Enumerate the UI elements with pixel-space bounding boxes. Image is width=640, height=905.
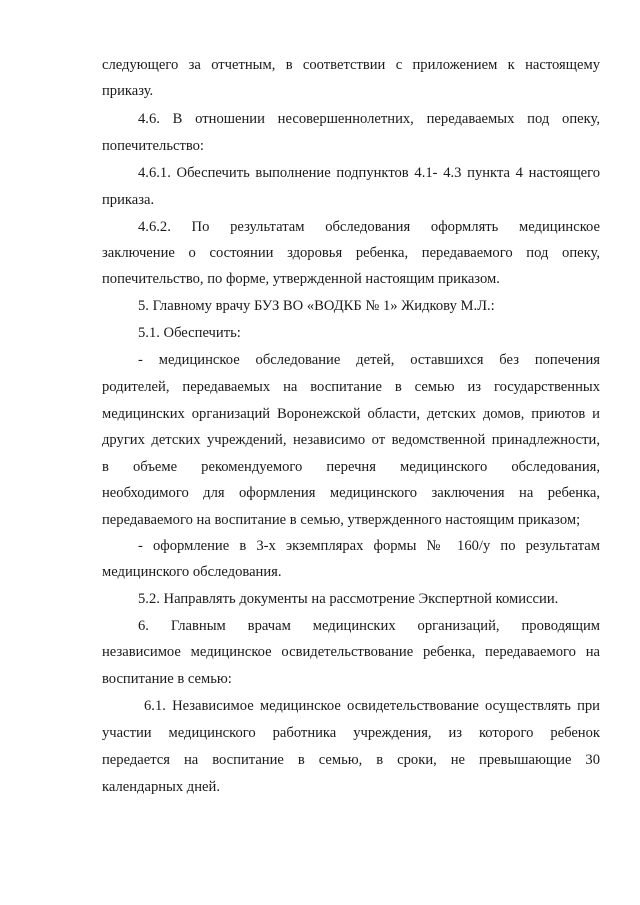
text-line: передаваемого на воспитание в семью, утвержденного настоящим приказом; — [102, 512, 581, 528]
text-line: воспитание в семью: — [102, 671, 232, 687]
text-line: 4.6.1. Обеспечить выполнение подпунктов 4.1- 4.3 пункта 4 настоящего — [138, 165, 600, 181]
text-line: 4.6.2. По результатам обследования оформлять медицинское — [138, 219, 600, 235]
text-line: медицинского обследования. — [102, 564, 282, 580]
text-line: 5. Главному врачу БУЗ ВО «ВОДКБ № 1» Жидкову М.Л.: — [138, 298, 495, 314]
text-line: 6. Главным врачам медицинских организаций, проводящим — [138, 618, 600, 634]
text-line: 5.2. Направлять документы на рассмотрение Экспертной комиссии. — [138, 591, 559, 607]
text-line: 5.1. Обеспечить: — [138, 325, 241, 341]
text-line: 4.6. В отношении несовершеннолетних, передаваемых под опеку, — [138, 111, 600, 127]
text-line: в объеме рекомендуемого перечня медицинского обследования, — [102, 459, 600, 475]
text-line: попечительство, по форме, утвержденной настоящим приказом. — [102, 271, 500, 287]
text-line: попечительство: — [102, 138, 204, 154]
text-line: необходимого для оформления медицинского заключения на ребенка, — [102, 485, 600, 501]
text-line: приказу. — [102, 83, 154, 99]
text-line: - оформление в 3-х экземплярах формы № 160/у по результатам — [138, 538, 600, 554]
text-line: - медицинское обследование детей, оставшихся без попечения — [138, 352, 600, 368]
text-line: других детских учреждений, независимо от ведомственной принадлежности, — [102, 432, 600, 448]
text-line: передается на воспитание в семью, в сроки, не превышающие 30 — [102, 752, 600, 768]
text-line: независимое медицинское освидетельствование ребенка, передаваемого на — [102, 644, 600, 660]
text-line: медицинских организаций Воронежской области, детских домов, приютов и — [102, 406, 600, 422]
text-line: календарных дней. — [102, 779, 220, 795]
text-line: приказа. — [102, 192, 155, 208]
text-line: заключение о состоянии здоровья ребенка, передаваемого под опеку, — [102, 245, 600, 261]
text-line: 6.1. Независимое медицинское освидетельствование осуществлять при — [144, 698, 600, 714]
text-line: следующего за отчетным, в соответствии с приложением к настоящему — [102, 57, 600, 73]
text-line: родителей, передаваемых на воспитание в семью из государственных — [102, 379, 600, 395]
text-line: участии медицинского работника учреждения, из которого ребенок — [102, 725, 600, 741]
